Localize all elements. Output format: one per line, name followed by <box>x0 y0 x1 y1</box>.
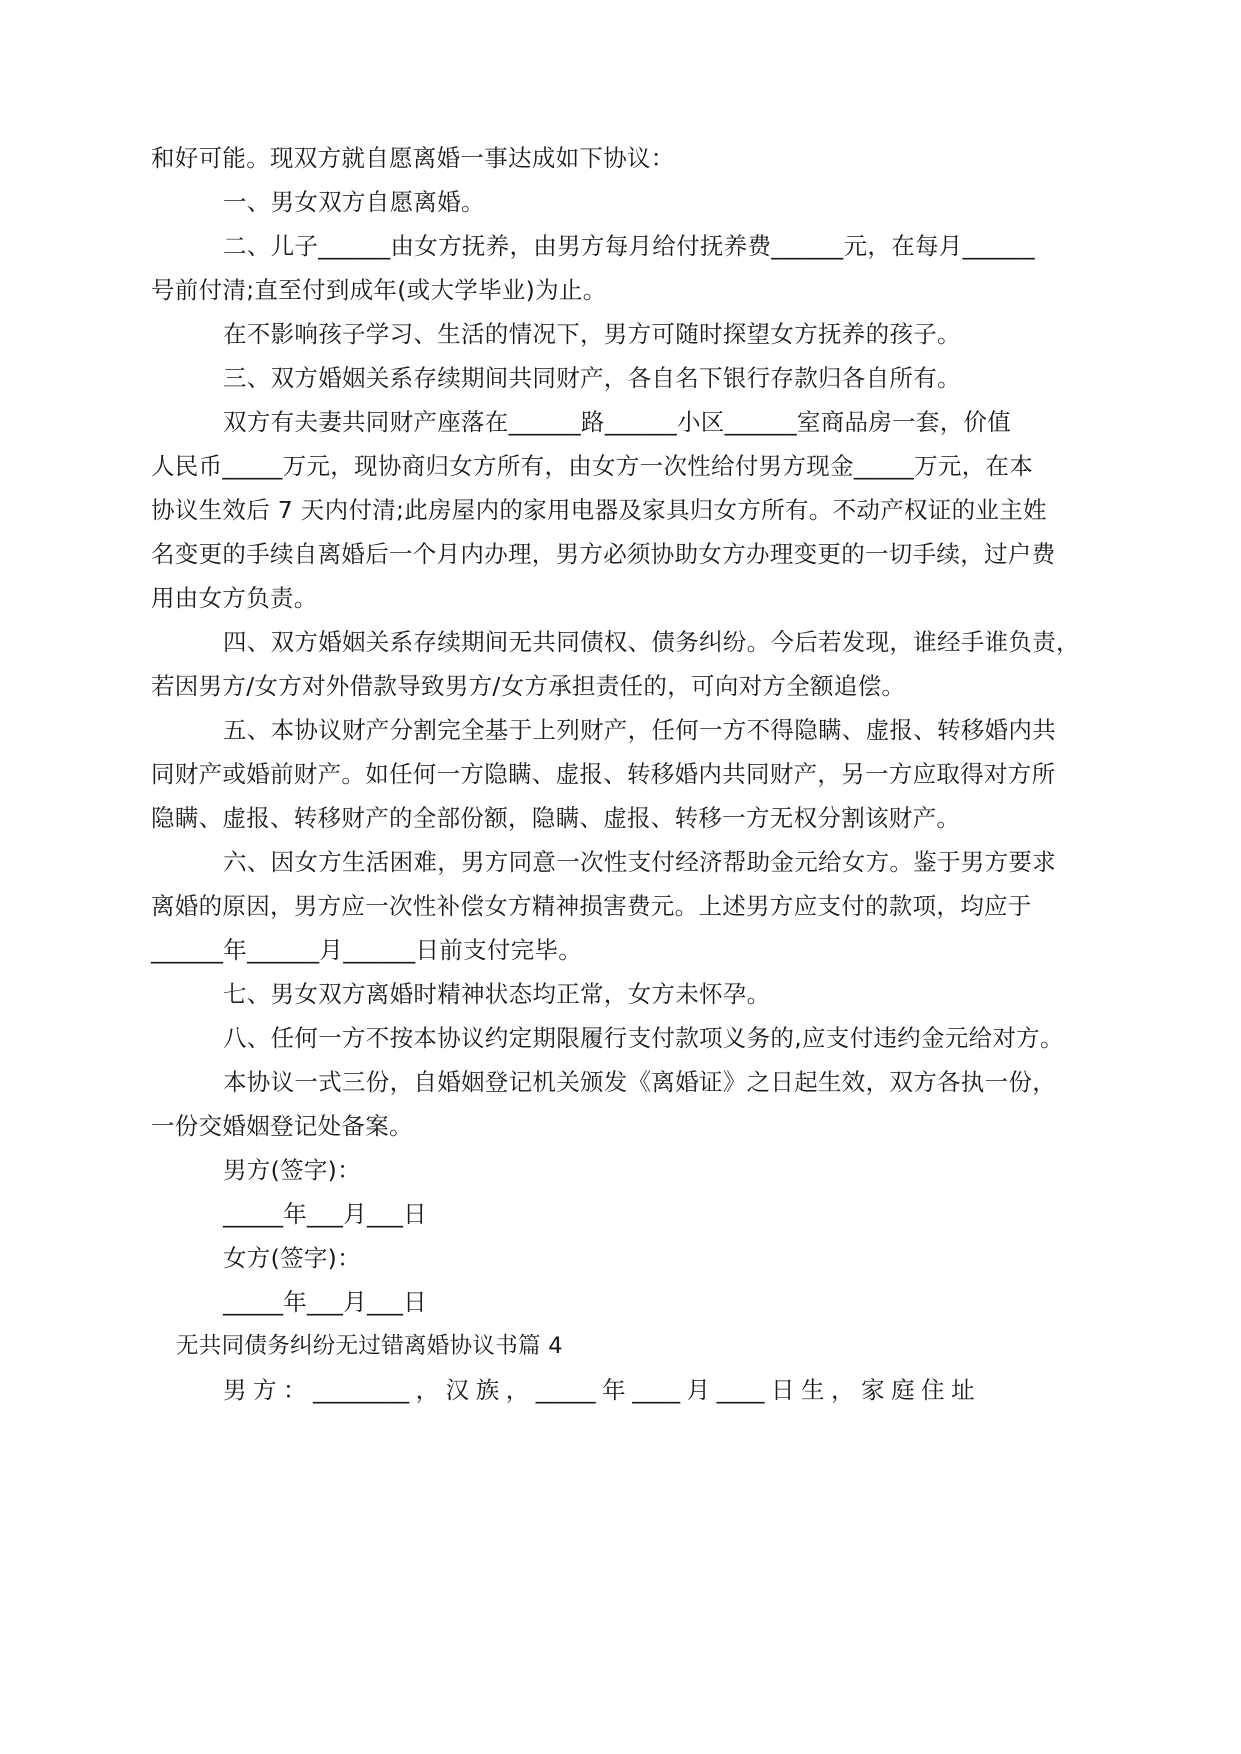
clause-8: 八、任何一方不按本协议约定期限履行支付款项义务的,应支付违约金元给对方。 <box>223 1024 1064 1052</box>
male-signature-date: _____年___月___日 <box>223 1200 427 1228</box>
clause-5: 五、本协议财产分割完全基于上列财产，任何一方不得隐瞒、虚报、转移婚内共 <box>223 716 1056 744</box>
clause-7: 七、男女双方离婚时精神状态均正常，女方未怀孕。 <box>223 980 771 1008</box>
party-info-part: ____ <box>632 1376 681 1404</box>
party-info-part: ________ <box>313 1376 410 1404</box>
party-info-part: ____ <box>716 1376 765 1404</box>
female-signature-label: 女方(签字)： <box>223 1244 361 1272</box>
paragraph-line: 号前付清;直至付到成年(或大学毕业)为止。 <box>151 276 607 304</box>
party-info-part: 族 <box>475 1376 500 1404</box>
paragraph-line: ______年______月______日前支付完毕。 <box>151 936 583 964</box>
party-info-part: 日 <box>771 1376 795 1404</box>
party-info-part: 方 <box>253 1376 277 1404</box>
party-info-part: 月 <box>686 1376 711 1404</box>
clause-2: 二、儿子______由女方抚养，由男方每月给付抚养费______元，在每月______ <box>223 232 1035 260</box>
party-info-part: 庭 <box>891 1376 915 1404</box>
paragraph-line: 用由女方负责。 <box>151 584 318 612</box>
paragraph-line: 一份交婚姻登记处备案。 <box>151 1112 413 1140</box>
paragraph-line: 隐瞒、虚报、转移财产的全部份额，隐瞒、虚报、转移一方无权分割该财产。 <box>151 804 961 832</box>
party-info-part: ， <box>831 1376 855 1404</box>
paragraph-line: 本协议一式三份，自婚姻登记机关颁发《离婚证》之日起生效，双方各执一份， <box>223 1068 1056 1096</box>
paragraph-line: 人民币_____万元，现协商归女方所有，由女方一次性给付男方现金_____万元，在本 <box>151 452 1034 480</box>
party-info-part: 住 <box>921 1376 945 1404</box>
paragraph-line: 双方有夫妻共同财产座落在______路______小区______室商品房一套，价值 <box>223 408 1012 436</box>
party-info-part: 年 <box>602 1376 626 1404</box>
clause-3: 三、双方婚姻关系存续期间共同财产，各自名下银行存款归各自所有。 <box>223 364 961 392</box>
party-info-line <box>223 1373 975 1407</box>
section-heading: 无共同债务纠纷无过错离婚协议书篇 4 <box>176 1333 563 1359</box>
clause-1: 一、男女双方自愿离婚。 <box>223 188 485 216</box>
party-info-part: _____ <box>535 1376 596 1404</box>
male-signature-label: 男方(签字)： <box>223 1156 361 1184</box>
party-info-part: 男 <box>223 1376 247 1404</box>
clause-4: 四、双方婚姻关系存续期间无共同债权、债务纠纷。今后若发现，谁经手谁负责， <box>223 628 1080 656</box>
party-info-part: ， <box>505 1376 530 1404</box>
paragraph-line: 协议生效后 7 天内付清;此房屋内的家用电器及家具归女方所有。不动产权证的业主姓 <box>151 496 1047 524</box>
party-info-part: ， <box>415 1376 440 1404</box>
paragraph-line: 离婚的原因，男方应一次性补偿女方精神损害费元。上述男方应支付的款项，均应于 <box>151 892 1032 920</box>
party-info-part: ： <box>283 1376 307 1404</box>
paragraph-line: 若因男方/女方对外借款导致男方/女方承担责任的，可向对方全额追偿。 <box>151 672 906 700</box>
party-info-part: 址 <box>951 1376 975 1404</box>
paragraph-line: 名变更的手续自离婚后一个月内办理，男方必须协助女方办理变更的一切手续，过户费 <box>151 540 1056 568</box>
clause-6: 六、因女方生活困难，男方同意一次性支付经济帮助金元给女方。鉴于男方要求 <box>223 848 1056 876</box>
party-info-part: 汉 <box>445 1376 470 1404</box>
paragraph-line: 同财产或婚前财产。如任何一方隐瞒、虚报、转移婚内共同财产，另一方应取得对方所 <box>151 760 1056 788</box>
female-signature-date: _____年___月___日 <box>223 1288 427 1316</box>
paragraph-line: 在不影响孩子学习、生活的情况下，男方可随时探望女方抚养的孩子。 <box>223 320 961 348</box>
paragraph-line: 和好可能。现双方就自愿离婚一事达成如下协议： <box>151 144 675 172</box>
party-info-part: 家 <box>861 1376 885 1404</box>
party-info-part: 生 <box>801 1376 825 1404</box>
